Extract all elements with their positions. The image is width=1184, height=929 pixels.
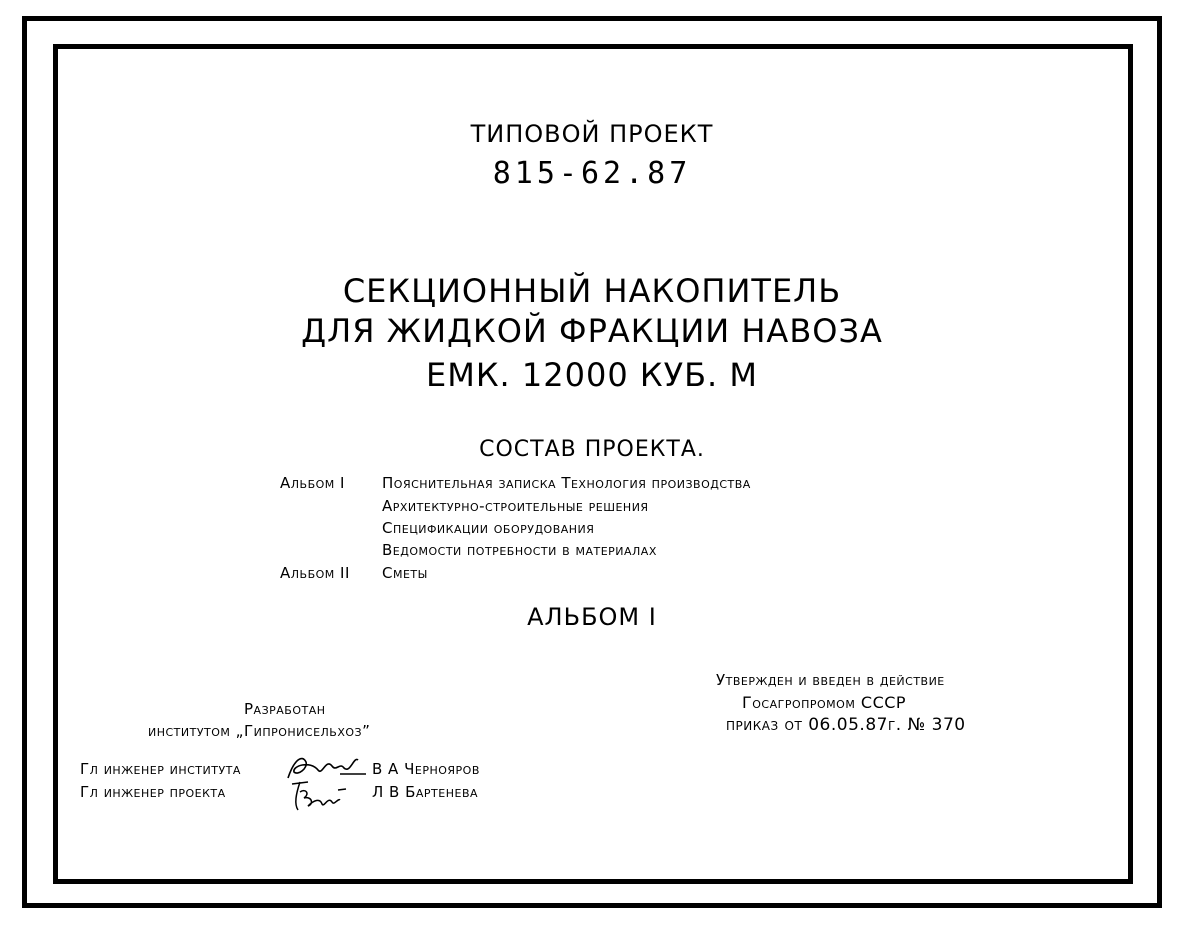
approval-line-2: Госагропромом СССР [742,693,907,712]
chief-project-label: Гл инженер проекта [80,783,226,801]
album-1-item: Ведомости потребности в материалах [382,541,657,559]
project-type-label: ТИПОВОЙ ПРОЕКТ [470,120,714,148]
album-1-item: Пояснительная записка Технология производства [382,474,751,492]
developer-line-1: Разработан [244,700,326,718]
project-code: 815-62.87 [492,156,692,191]
developer-line-2: институтом „Гипронисельхоз” [148,722,371,740]
album-1-label: Альбом I [280,474,345,492]
chief-institute-name: В А Чернояров [372,760,480,778]
title-line-2: ДЛЯ ЖИДКОЙ ФРАКЦИИ НАВОЗА [301,312,883,350]
title-line-1: СЕКЦИОННЫЙ НАКОПИТЕЛЬ [342,272,842,310]
composition-heading: СОСТАВ ПРОЕКТА. [479,437,705,462]
approval-line-3: приказ от 06.05.87г. № 370 [726,715,966,735]
title-line-3: ЕМК. 12000 КУБ. М [426,356,758,394]
current-album: АЛЬБОМ I [527,603,657,631]
album-1-item: Спецификации оборудования [382,519,595,537]
chief-institute-label: Гл инженер института [80,760,241,778]
album-1-item: Архитектурно-строительные решения [382,497,649,515]
signature-barteneva [286,776,352,816]
approval-line-1: Утвержден и введен в действие [716,671,945,689]
album-2-item: Сметы [382,564,428,582]
chief-project-name: Л В Бартенева [372,783,479,801]
album-2-label: Альбом II [280,564,350,582]
